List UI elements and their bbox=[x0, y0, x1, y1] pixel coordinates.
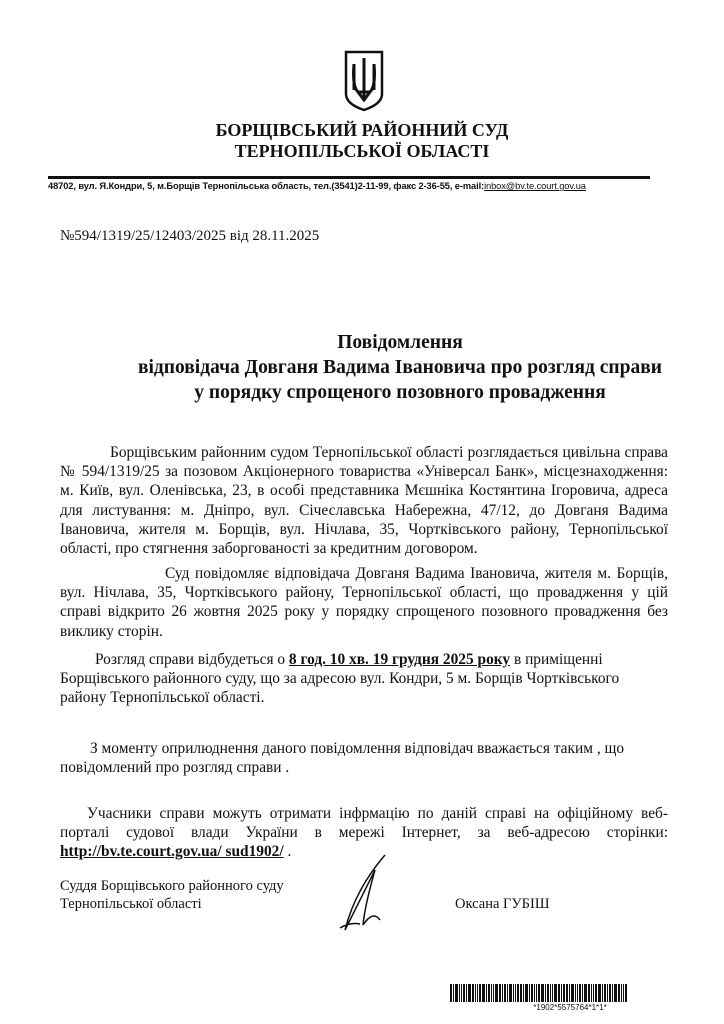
barcode-bar bbox=[493, 984, 494, 1002]
reference-number: №594/1319/25/12403/2025 від 28.11.2025 bbox=[60, 228, 320, 244]
title-line-2: відповідача Довганя Вадима Івановича про розгляд справи bbox=[137, 357, 663, 378]
barcode-bar bbox=[502, 984, 503, 1002]
barcode-bar bbox=[563, 984, 565, 1002]
barcode-bar bbox=[491, 984, 492, 1002]
barcode-bar bbox=[625, 984, 627, 1002]
barcode-bar bbox=[531, 984, 533, 1002]
barcode bbox=[450, 984, 690, 1002]
barcode-bar bbox=[466, 984, 467, 1002]
barcode-bar bbox=[513, 984, 514, 1002]
judge-position bbox=[60, 877, 284, 913]
title-line-1: Повідомлення bbox=[337, 332, 463, 353]
hearing-text: Розгляд справи відбудеться о bbox=[95, 651, 289, 668]
barcode-bar bbox=[529, 984, 530, 1002]
barcode-bar bbox=[517, 984, 519, 1002]
barcode-bar bbox=[455, 984, 458, 1002]
barcode-bar bbox=[598, 984, 601, 1002]
court-address bbox=[48, 181, 586, 191]
barcode-bar bbox=[520, 984, 522, 1002]
barcode-bar bbox=[609, 984, 611, 1002]
barcode-bar bbox=[463, 984, 465, 1002]
barcode-bar bbox=[623, 984, 624, 1002]
barcode-bar bbox=[507, 984, 508, 1002]
barcode-bar bbox=[582, 984, 583, 1002]
barcode-bar bbox=[618, 984, 620, 1002]
barcode-bar bbox=[566, 984, 568, 1002]
address-text: 48702, вул. Я.Кондри, 5, м.Борщів Тернопільська область, тел.(3541)2-11-99, факс 2-36-55, e-mail: bbox=[48, 181, 485, 191]
portal-text: Учасники справи можуть отримати інфрмацію по даній справі на офіційному веб-порталі судової влади України в мережі Інтернет, за веб-адресою сторінки: bbox=[60, 805, 668, 842]
barcode-bar bbox=[621, 984, 622, 1002]
barcode-bar bbox=[482, 984, 485, 1002]
barcode-bar bbox=[504, 984, 506, 1002]
barcode-bar bbox=[499, 984, 501, 1002]
paragraph-notified: З моменту оприлюднення даного повідомлення відповідач вважається таким , що повідомлений про розгляд справи . bbox=[60, 740, 625, 777]
email-link[interactable]: inbox@bv.te.court.gov.ua bbox=[484, 181, 586, 191]
barcode-bar bbox=[577, 984, 578, 1002]
court-region: ТЕРНОПІЛЬСЬКОЇ ОБЛАСТІ bbox=[234, 141, 490, 161]
paragraph-case-info: Борщівським районним судом Тернопільської області розглядається цивільна справа № 594/1319/25 за позовом Акціонерного товариства «Універсал Банк», місцезнаходження: м. Київ, вул. Оленівська, 23, в особі представника Мєшніка Костянтина Ігоровича, адреса для листування: м. Дніпро, вул. Січеславська Набережна, 47/12, до Довганя Вадима Івановича, жителя м. Борщів, вул. Нічлава, 35, Чортківського району, Тернопільської області, про стягнення заборгованості за кредитним договором. bbox=[60, 444, 668, 558]
barcode-bar bbox=[523, 984, 524, 1002]
barcode-bar bbox=[477, 984, 478, 1002]
document-title bbox=[110, 330, 690, 405]
paragraph-hearing bbox=[60, 650, 668, 708]
barcode-bar bbox=[595, 984, 597, 1002]
barcode-bar bbox=[561, 984, 562, 1002]
barcode-bar bbox=[475, 984, 476, 1002]
barcode-bar bbox=[591, 984, 592, 1002]
barcode-bar bbox=[571, 984, 574, 1002]
barcode-bar bbox=[552, 984, 553, 1002]
barcode-bar bbox=[488, 984, 490, 1002]
header-divider bbox=[48, 176, 650, 179]
barcode-bar bbox=[579, 984, 581, 1002]
barcode-bar bbox=[453, 984, 454, 1002]
barcode-bar bbox=[614, 984, 617, 1002]
barcode-bar bbox=[450, 984, 452, 1002]
barcode-bar bbox=[575, 984, 576, 1002]
position-line-2: Тернопільської області bbox=[60, 896, 202, 912]
barcode-bar bbox=[612, 984, 613, 1002]
barcode-bar bbox=[554, 984, 557, 1002]
portal-link[interactable]: http://bv.te.court.gov.ua/ sud1902/ bbox=[60, 843, 284, 861]
barcode-bar bbox=[602, 984, 603, 1002]
barcode-bar bbox=[545, 984, 546, 1002]
barcode-bar bbox=[495, 984, 498, 1002]
hearing-datetime: 8 год. 10 хв. 19 грудня 2025 року bbox=[288, 651, 511, 668]
barcode-bar bbox=[479, 984, 481, 1002]
handwritten-signature bbox=[315, 850, 415, 945]
barcode-bar bbox=[584, 984, 587, 1002]
barcode-bar bbox=[472, 984, 474, 1002]
court-name: БОРЩІВСЬКИЙ РАЙОННИЙ СУД bbox=[215, 120, 509, 140]
barcode-bar bbox=[541, 984, 544, 1002]
barcode-bar bbox=[536, 984, 537, 1002]
barcode-bar bbox=[486, 984, 487, 1002]
barcode-bar bbox=[461, 984, 462, 1002]
title-line-3: у порядку спрощеного позовного провадження bbox=[194, 382, 606, 403]
barcode-bar bbox=[525, 984, 528, 1002]
portal-end: . bbox=[283, 843, 292, 861]
barcode-bar bbox=[550, 984, 551, 1002]
barcode-bar bbox=[509, 984, 512, 1002]
barcode-bar bbox=[593, 984, 594, 1002]
barcode-bar bbox=[534, 984, 535, 1002]
barcode-number: *1902*5575764*1*1* bbox=[533, 1003, 607, 1012]
barcode-bar bbox=[468, 984, 471, 1002]
trident-emblem-icon bbox=[344, 50, 384, 117]
barcode-bar bbox=[588, 984, 590, 1002]
barcode-bar bbox=[569, 984, 570, 1002]
position-line-1: Суддя Борщівського районного суду bbox=[60, 878, 284, 894]
hearing-location: в приміщенні Борщівського районного суду, що за адресою вул. Кондри, 5 м. Борщів Чортківського району Тернопільської області. bbox=[60, 651, 620, 707]
barcode-bar bbox=[547, 984, 549, 1002]
barcode-bar bbox=[459, 984, 460, 1002]
paragraph-notice: Суд повідомляє відповідача Довганя Вадима Івановича, жителя м. Борщів, вул. Нічлава, 35, Чортківського району, Тернопільської області, що провадження у цій справі відкрито 26 жовтня 2025 року у порядку спрощеного позовного провадження без виклику сторін. bbox=[60, 565, 668, 640]
barcode-bar bbox=[558, 984, 560, 1002]
barcode-bar bbox=[538, 984, 540, 1002]
barcode-bar bbox=[607, 984, 608, 1002]
judge-name: Оксана ГУБІШ bbox=[455, 896, 550, 912]
barcode-bar bbox=[604, 984, 606, 1002]
barcode-bar bbox=[515, 984, 516, 1002]
